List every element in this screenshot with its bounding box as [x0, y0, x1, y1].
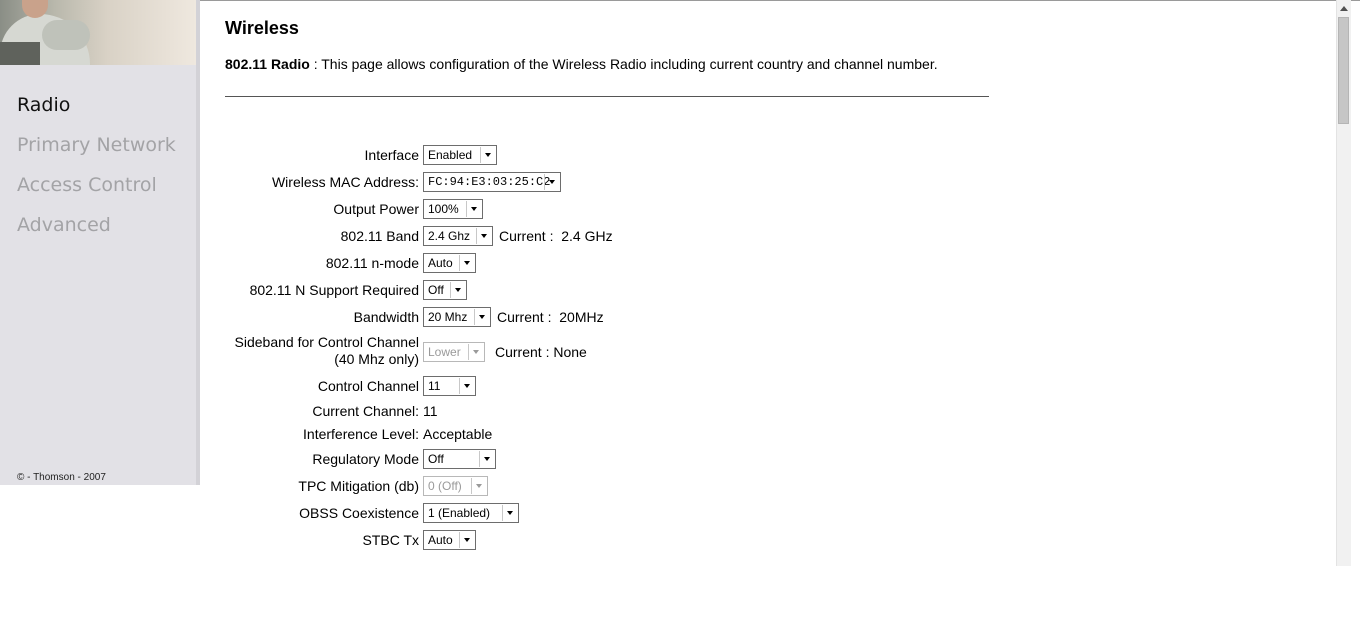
interference-label: Interference Level: [303, 426, 419, 442]
sidebar-item-advanced[interactable]: Advanced [17, 214, 111, 236]
output-power-select[interactable]: 100% [423, 199, 483, 219]
n-mode-label: 802.11 n-mode [325, 255, 419, 271]
regulatory-label: Regulatory Mode [312, 451, 419, 467]
stbc-select[interactable]: Auto [423, 530, 476, 550]
band-current: Current : 2.4 GHz [499, 228, 613, 244]
row-interference [225, 422, 1025, 446]
row-interface [225, 143, 1025, 167]
chevron-down-icon [479, 451, 494, 467]
sidebar-item-radio[interactable]: Radio [17, 94, 71, 116]
band-label: 802.11 Band [340, 228, 419, 244]
row-mac [225, 170, 1025, 194]
chevron-down-icon [544, 174, 559, 190]
top-border [0, 0, 1360, 1]
row-bandwidth [225, 305, 1025, 329]
scroll-up-icon[interactable] [1337, 2, 1351, 15]
control-channel-label: Control Channel [317, 378, 419, 394]
chevron-down-icon [471, 478, 486, 494]
row-sideband [225, 334, 1025, 367]
header-photo [0, 0, 196, 65]
copyright: © - Thomson - 2007 [17, 472, 106, 483]
chevron-down-icon [459, 378, 474, 394]
sideband-label: Sideband for Control Channel (40 Mhz only) [234, 334, 419, 367]
tpc-label: TPC Mitigation (db) [298, 478, 419, 494]
interface-select[interactable]: Enabled [423, 145, 497, 165]
row-obss [225, 501, 1025, 525]
sidebar-item-primary-network[interactable]: Primary Network [17, 134, 176, 156]
chevron-down-icon [459, 255, 474, 271]
chevron-down-icon [474, 309, 489, 325]
band-select[interactable]: 2.4 Ghz [423, 226, 493, 246]
page-intro [225, 56, 938, 72]
stbc-label: STBC Tx [362, 532, 419, 548]
current-channel-value: 11 [423, 403, 438, 419]
interface-label: Interface [364, 147, 419, 163]
chevron-down-icon [468, 344, 483, 360]
output-power-label: Output Power [333, 201, 419, 217]
row-stbc [225, 528, 1025, 552]
mac-label: Wireless MAC Address: [271, 174, 419, 190]
vertical-scrollbar[interactable] [1336, 0, 1351, 566]
intro-title: 802.11 Radio [225, 56, 310, 72]
divider [225, 96, 989, 97]
chevron-down-icon [450, 282, 465, 298]
row-n-mode [225, 251, 1025, 275]
n-support-label: 802.11 N Support Required [249, 282, 419, 298]
row-output-power [225, 197, 1025, 221]
row-current-channel [225, 399, 1025, 423]
bandwidth-label: Bandwidth [353, 309, 419, 325]
intro-text: This page allows configuration of the Wireless Radio including current country and channel number. [321, 56, 938, 72]
row-control-channel [225, 374, 1025, 398]
chevron-down-icon [480, 147, 495, 163]
scrollbar-thumb[interactable] [1338, 17, 1349, 124]
n-mode-select[interactable]: Auto [423, 253, 476, 273]
chevron-down-icon [466, 201, 481, 217]
chevron-down-icon [502, 505, 517, 521]
row-tpc [225, 474, 1025, 498]
sidebar [0, 0, 200, 485]
row-n-support [225, 278, 1025, 302]
row-band [225, 224, 1025, 248]
mac-select[interactable]: FC:94:E3:03:25:C2 [423, 172, 561, 192]
chevron-down-icon [476, 228, 491, 244]
regulatory-select[interactable]: Off [423, 449, 496, 469]
row-regulatory [225, 447, 1025, 471]
sidebar-nav [17, 92, 176, 252]
tpc-select: 0 (Off) [423, 476, 488, 496]
intro-separator: : [309, 56, 322, 72]
control-channel-select[interactable]: 11 [423, 376, 476, 396]
n-support-select[interactable]: Off [423, 280, 467, 300]
bandwidth-current: Current : 20MHz [497, 309, 604, 325]
sideband-current: Current : None [495, 344, 587, 360]
page-title: Wireless [225, 18, 299, 38]
sidebar-item-access-control[interactable]: Access Control [17, 174, 157, 196]
obss-label: OBSS Coexistence [299, 505, 419, 521]
bandwidth-select[interactable]: 20 Mhz [423, 307, 491, 327]
chevron-down-icon [459, 532, 474, 548]
obss-select[interactable]: 1 (Enabled) [423, 503, 519, 523]
interference-value: Acceptable [423, 426, 493, 442]
sideband-select: Lower [423, 342, 485, 362]
current-channel-label: Current Channel: [312, 403, 419, 419]
